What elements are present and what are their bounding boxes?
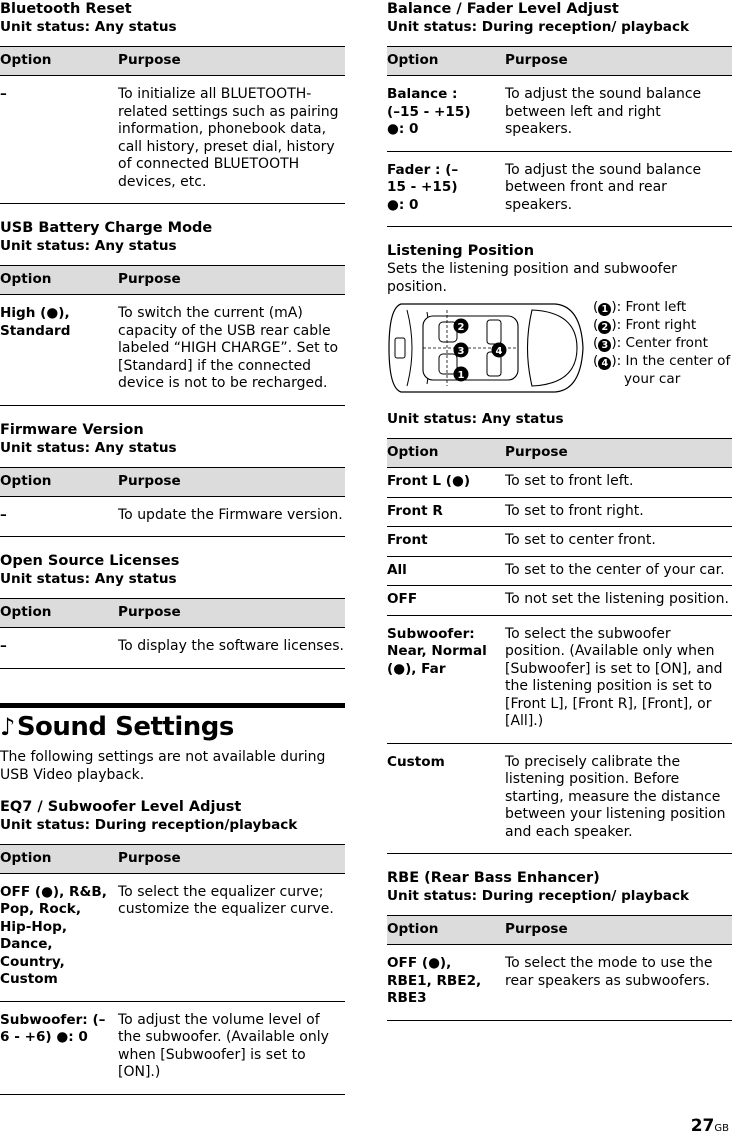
purpose-cell: To set to the center of your car.	[505, 556, 732, 586]
option-cell: Front L (●)	[387, 468, 505, 498]
purpose-cell: To display the software licenses.	[118, 628, 345, 669]
purpose-cell: To initialize all BLUETOOTH-related settings such as pairing information, phonebook data, call history, preset dial, history of connected BLUETOOTH devices, etc.	[118, 76, 345, 204]
left-column	[0, 0, 345, 1095]
col-header-purpose: Purpose	[505, 47, 732, 76]
section-firmware-version	[0, 421, 345, 538]
legend-text-continued: your car	[624, 371, 681, 387]
purpose-cell: To select the subwoofer position. (Available only when [Subwoofer] is set to [ON], and the listening position is set to [Front L], [Front R], [Front], or [All].)	[505, 615, 732, 743]
unit-status: Unit status: Any status	[0, 238, 177, 254]
purpose-cell: To set to front right.	[505, 497, 732, 527]
purpose-cell: To precisely calibrate the listening position. Before starting, measure the distance between your listening position and each speaker.	[505, 743, 732, 854]
listening-figure	[387, 298, 732, 398]
circled-number: 2	[598, 321, 611, 334]
col-header-option: Option	[387, 47, 505, 76]
option-cell: –	[0, 628, 118, 669]
table-row	[387, 556, 732, 586]
purpose-cell: To adjust the volume level of the subwoofer. (Available only when [Subwoofer] is set to [ON].)	[118, 1001, 345, 1094]
table-row	[387, 527, 732, 557]
purpose-cell: To select the equalizer curve; customize the equalizer curve.	[118, 873, 345, 1001]
table-row	[387, 468, 732, 498]
section-title: Listening Position	[387, 243, 535, 259]
section-title: EQ7 / Subwoofer Level Adjust	[0, 798, 242, 815]
col-header-purpose: Purpose	[505, 916, 732, 945]
legend-text: ): In the center of	[611, 353, 731, 369]
col-header-purpose: Purpose	[118, 599, 345, 628]
purpose-cell: To set to center front.	[505, 527, 732, 557]
chapter-title-text: Sound Settings	[16, 711, 234, 742]
section-title: USB Battery Charge Mode	[0, 220, 213, 236]
col-header-option: Option	[0, 266, 118, 295]
chapter-title	[0, 710, 345, 744]
option-cell: –	[0, 76, 118, 204]
purpose-cell: To adjust the sound balance between left and right speakers.	[505, 76, 732, 152]
music-note-icon: ♪	[0, 712, 15, 741]
option-cell: Front R	[387, 497, 505, 527]
section-title: Bluetooth Reset	[0, 1, 132, 17]
options-table	[387, 46, 732, 227]
options-table	[0, 265, 345, 406]
table-row	[387, 497, 732, 527]
car-position-label: 2	[457, 322, 465, 333]
option-cell: Custom	[387, 743, 505, 854]
legend-item: ( 3 ): Center front	[593, 335, 708, 351]
table-row	[0, 496, 345, 537]
table-row	[0, 628, 345, 669]
table-row	[387, 76, 732, 152]
position-legend	[593, 298, 730, 388]
purpose-cell: To not set the listening position.	[505, 586, 732, 616]
section-title: Balance / Fader Level Adjust	[387, 1, 619, 17]
unit-status: Unit status: During reception/ playback	[387, 19, 690, 35]
legend-text: ): Front left	[611, 299, 687, 315]
option-cell: Front	[387, 527, 505, 557]
section-eq7-subwoofer	[0, 798, 345, 1095]
table-row	[387, 743, 732, 854]
section-bluetooth-reset	[0, 0, 345, 204]
car-top-view-icon	[387, 298, 585, 398]
table-row	[0, 295, 345, 406]
car-position-label: 3	[457, 346, 465, 357]
table-row	[387, 615, 732, 743]
col-header-option: Option	[0, 599, 118, 628]
option-cell: Fader : (–15 - +15) ●: 0	[387, 151, 505, 227]
chapter-intro: The following settings are not available during USB Video playback.	[0, 748, 326, 783]
table-row	[387, 586, 732, 616]
options-table	[387, 438, 732, 854]
table-row	[387, 945, 732, 1021]
options-table	[387, 915, 732, 1021]
page-number	[690, 1115, 729, 1137]
page-number-suffix: GB	[714, 1122, 729, 1134]
col-header-purpose: Purpose	[118, 844, 345, 873]
option-cell: Balance : (–15 - +15) ●: 0	[387, 76, 505, 152]
chapter-sound-settings	[0, 703, 345, 784]
col-header-purpose: Purpose	[118, 266, 345, 295]
unit-status: Unit status: During reception/ playback	[387, 888, 690, 904]
purpose-cell: To update the Firmware version.	[118, 496, 345, 537]
purpose-cell: To switch the current (mA) capacity of the USB rear cable labeled “HIGH CHARGE”. Set to [Standard] if the connected device is not to be recharged.	[118, 295, 345, 406]
unit-status: Unit status: Any status	[0, 19, 177, 35]
option-cell: OFF (●), RBE1, RBE2, RBE3	[387, 945, 505, 1021]
page-number-value: 27	[690, 1115, 715, 1136]
unit-status: Unit status: Any status	[0, 439, 177, 456]
legend-text: ): Front right	[611, 317, 697, 333]
options-table	[0, 467, 345, 538]
section-usb-battery-charge	[0, 219, 345, 406]
car-position-label: 1	[457, 370, 465, 381]
table-row	[0, 873, 345, 1001]
col-header-purpose: Purpose	[505, 439, 732, 468]
legend-text: ): Center front	[611, 335, 708, 351]
option-cell: –	[0, 496, 118, 537]
circled-number: 1	[598, 303, 611, 316]
option-cell: High (●), Standard	[0, 295, 118, 406]
option-cell: Subwoofer: (–6 - +6) ●: 0	[0, 1001, 118, 1094]
section-listening-position	[387, 242, 732, 854]
purpose-cell: To set to front left.	[505, 468, 732, 498]
col-header-purpose: Purpose	[118, 467, 345, 496]
unit-status: Unit status: Any status	[0, 571, 177, 587]
option-cell: OFF	[387, 586, 505, 616]
col-header-option: Option	[0, 467, 118, 496]
legend-item: ( 4 ): In the center of	[593, 353, 731, 369]
section-rbe	[387, 869, 732, 1021]
options-table	[0, 46, 345, 204]
unit-status: Unit status: Any status	[387, 411, 564, 427]
option-cell: Subwoofer: Near, Normal (●), Far	[387, 615, 505, 743]
option-cell: All	[387, 556, 505, 586]
car-position-label: 4	[495, 346, 503, 357]
col-header-option: Option	[387, 439, 505, 468]
section-description: Sets the listening position and subwoofer position.	[387, 261, 677, 295]
section-title: Open Source Licenses	[0, 553, 180, 569]
section-balance-fader	[387, 0, 732, 227]
col-header-option: Option	[387, 916, 505, 945]
legend-item: ( 2 ): Front right	[593, 317, 697, 333]
section-title: RBE (Rear Bass Enhancer)	[387, 870, 600, 886]
option-cell: OFF (●), R&B, Pop, Rock, Hip-Hop, Dance, Country, Custom	[0, 873, 118, 1001]
col-header-option: Option	[0, 844, 118, 873]
section-title: Firmware Version	[0, 421, 144, 438]
legend-item: ( 1 ): Front left	[593, 299, 687, 315]
purpose-cell: To select the mode to use the rear speakers as subwoofers.	[505, 945, 732, 1021]
unit-status: Unit status: During reception/playback	[0, 816, 298, 833]
options-table	[0, 844, 345, 1095]
purpose-cell: To adjust the sound balance between front and rear speakers.	[505, 151, 732, 227]
circled-number: 3	[598, 339, 611, 352]
table-row	[0, 76, 345, 204]
options-table	[0, 598, 345, 669]
col-header-purpose: Purpose	[118, 47, 345, 76]
table-row	[0, 1001, 345, 1094]
section-open-source-licenses	[0, 552, 345, 669]
right-column	[387, 0, 732, 1021]
table-row	[387, 151, 732, 227]
circled-number: 4	[598, 357, 611, 370]
col-header-option: Option	[0, 47, 118, 76]
